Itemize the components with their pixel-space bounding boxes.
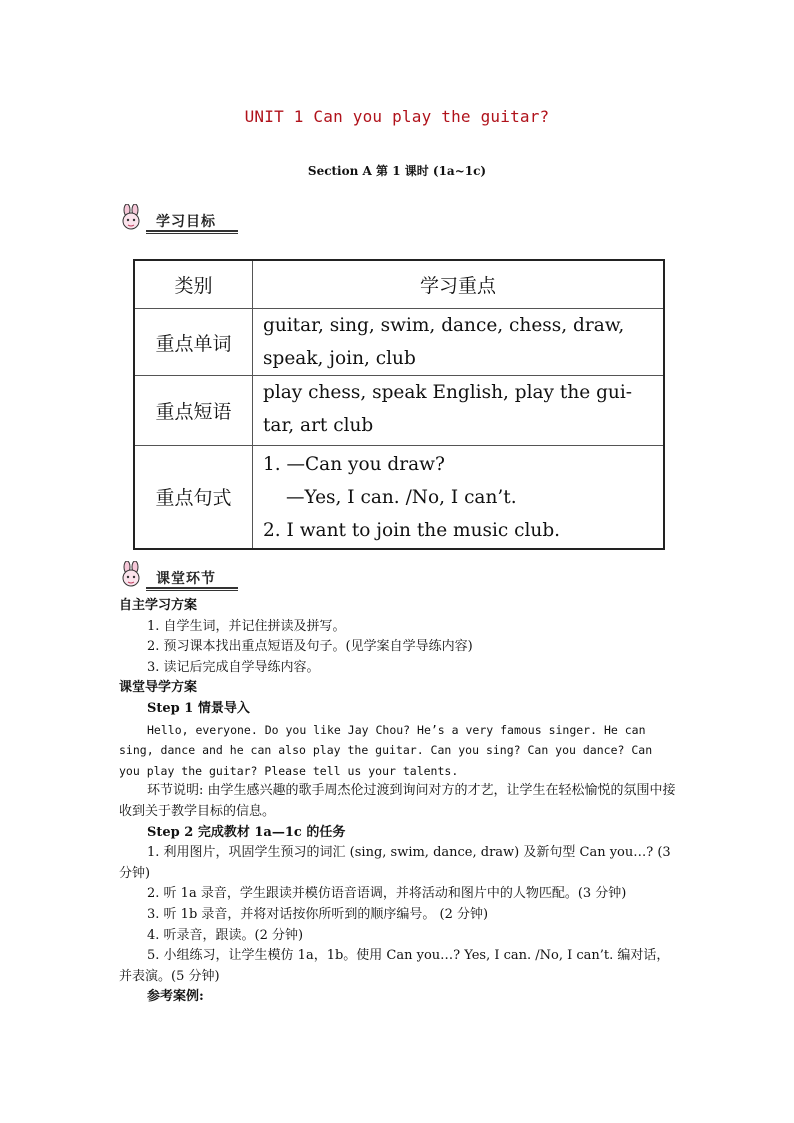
table-row	[134, 376, 664, 446]
list-item: 2. 预习课本找出重点短语及句子。(见学案自学导练内容)	[147, 639, 473, 655]
list-item: 5. 小组练习，让学生模仿 1a，1b。使用 Can you…? Yes, I can. /No, I can’t. 编对话，并表演。(5 分钟)	[119, 948, 670, 984]
table-header-focus: 学习重点	[253, 260, 665, 309]
list-item: 3. 读记后完成自学导练内容。	[147, 659, 320, 675]
self-study-heading: 自主学习方案	[119, 598, 198, 613]
step1-note: 环节说明: 由学生感兴趣的歌手周杰伦过渡到询问对方的才艺，让学生在轻松愉悦的氛围中接收到关于教学目标的信息。	[119, 783, 676, 819]
class-badge-label: 课堂环节	[156, 571, 216, 587]
list-item: 4. 听录音，跟读。(2 分钟)	[147, 927, 304, 943]
list-item: 3. 听 1b 录音，并将对话按你所听到的顺序编号。 (2 分钟)	[147, 906, 489, 922]
lesson-content	[119, 596, 679, 1008]
unit-title: UNIT 1 Can you play the guitar?	[244, 107, 550, 126]
learning-goals-table	[133, 259, 665, 550]
goals-badge-label: 学习目标	[156, 214, 216, 230]
list-item: 2. 听 1a 录音，学生跟读并模仿语音语调，并将活动和图片中的人物匹配。(3 分钟)	[147, 886, 627, 902]
guided-heading: 课堂导学方案	[119, 680, 198, 696]
row-category: 重点句式	[134, 446, 253, 549]
list-item: 1. 自学生词，并记住拼读及拼写。	[147, 618, 346, 634]
table-row	[134, 309, 664, 376]
row-value: 1. —Can you draw? —Yes, I can. /No, I can’t. 2. I want to join the music club.	[253, 446, 665, 549]
bunny-mascot-icon	[118, 204, 148, 234]
row-value: play chess, speak English, play the gui- tar, art club	[253, 376, 665, 446]
goals-badge	[118, 204, 238, 234]
list-item: 1. 利用图片，巩固学生预习的词汇 (sing, swim, dance, draw) 及新句型 Can you…? (3 分钟)	[119, 845, 671, 881]
table-row	[134, 446, 664, 549]
step1-text: Hello, everyone. Do you like Jay Chou? He’s a very famous singer. He can sing, dance and he can also play the guitar. Can you sing? Can you dance? Can you play the guitar? Please tell us your talents.	[119, 722, 653, 778]
row-category: 重点短语	[134, 376, 253, 446]
row-value: guitar, sing, swim, dance, chess, draw, speak, join, club	[253, 309, 665, 376]
step2-title: Step 2 完成教材 1a—1c 的任务	[147, 824, 346, 840]
table-header-row	[134, 260, 664, 309]
step1-title: Step 1 情景导入	[147, 700, 250, 716]
section-subtitle: Section A 第 1 课时 (1a~1c)	[307, 164, 487, 178]
reference-label: 参考案例:	[147, 989, 204, 1005]
bunny-mascot-icon	[118, 561, 148, 591]
row-category: 重点单词	[134, 309, 253, 376]
table-header-category: 类别	[134, 260, 253, 309]
class-badge	[118, 561, 238, 591]
